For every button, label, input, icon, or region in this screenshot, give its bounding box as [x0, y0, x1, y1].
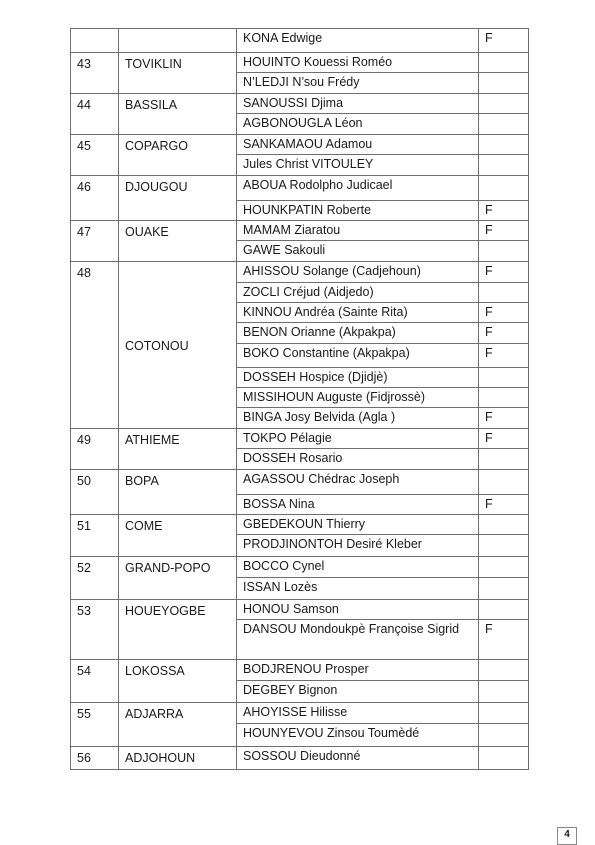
commune-name: BASSILA — [119, 94, 237, 135]
person-name: SANOUSSI Djima — [237, 94, 479, 114]
commune-name: COPARGO — [119, 135, 237, 176]
commune-name: ADJOHOUN — [119, 747, 237, 770]
person-name: N’LEDJI N’sou Frédy — [237, 73, 479, 94]
person-name: BODJRENOU Prosper — [237, 660, 479, 681]
person-name: AHOYISSE Hilisse — [237, 703, 479, 724]
entry-number: 43 — [71, 53, 119, 94]
entry-number: 50 — [71, 470, 119, 515]
person-name: BOKO Constantine (Akpakpa) — [237, 344, 479, 368]
person-name: Jules Christ VITOULEY — [237, 155, 479, 176]
entry-number: 53 — [71, 600, 119, 660]
gender-mark — [479, 535, 529, 557]
person-name: BOSSA Nina — [237, 495, 479, 515]
entry-number: 55 — [71, 703, 119, 747]
entry-number: 45 — [71, 135, 119, 176]
gender-mark — [479, 470, 529, 495]
page-number: 4 — [557, 827, 577, 845]
gender-mark: F — [479, 429, 529, 449]
gender-mark — [479, 703, 529, 724]
person-name: DOSSEH Hospice (Djidjè) — [237, 368, 479, 388]
entry-number: 51 — [71, 515, 119, 557]
person-name: MAMAM Ziaratou — [237, 221, 479, 241]
person-name: ABOUA Rodolpho Judicael — [237, 176, 479, 201]
gender-mark: F — [479, 201, 529, 221]
table-row — [71, 94, 529, 114]
gender-mark — [479, 724, 529, 747]
gender-mark — [479, 449, 529, 470]
gender-mark: F — [479, 495, 529, 515]
gender-mark — [479, 135, 529, 155]
person-name: HOUNKPATIN Roberte — [237, 201, 479, 221]
commune-name: OUAKE — [119, 221, 237, 262]
entry-number — [71, 29, 119, 53]
gender-mark: F — [479, 303, 529, 323]
table-row — [71, 29, 529, 53]
person-name: GBEDEKOUN Thierry — [237, 515, 479, 535]
commune-name: GRAND-POPO — [119, 557, 237, 600]
commune-name: TOVIKLIN — [119, 53, 237, 94]
table-row — [71, 660, 529, 681]
entry-number: 46 — [71, 176, 119, 221]
entry-number: 56 — [71, 747, 119, 770]
commune-name: DJOUGOU — [119, 176, 237, 221]
gender-mark — [479, 388, 529, 408]
person-name: HOUNYEVOU Zinsou Toumèdé — [237, 724, 479, 747]
entry-number: 49 — [71, 429, 119, 470]
gender-mark — [479, 176, 529, 201]
gender-mark: F — [479, 323, 529, 344]
person-name: SOSSOU Dieudonné — [237, 747, 479, 770]
commune-name: LOKOSSA — [119, 660, 237, 703]
table-row — [71, 176, 529, 201]
gender-mark — [479, 73, 529, 94]
entry-number: 44 — [71, 94, 119, 135]
table-row — [71, 429, 529, 449]
person-name: PRODJINONTOH Desiré Kleber — [237, 535, 479, 557]
person-name: AGBONOUGLA Léon — [237, 114, 479, 135]
commune-name: ADJARRA — [119, 703, 237, 747]
entry-number: 47 — [71, 221, 119, 262]
gender-mark — [479, 660, 529, 681]
person-name: DOSSEH Rosario — [237, 449, 479, 470]
gender-mark — [479, 681, 529, 703]
person-name: AHISSOU Solange (Cadjehoun) — [237, 262, 479, 283]
person-name: ISSAN Lozès — [237, 578, 479, 600]
entry-number: 52 — [71, 557, 119, 600]
table-row — [71, 703, 529, 724]
commune-name: HOUEYOGBE — [119, 600, 237, 660]
table-row — [71, 600, 529, 620]
entry-number: 48 — [71, 262, 119, 429]
person-name: KINNOU Andréa (Sainte Rita) — [237, 303, 479, 323]
table-row — [71, 135, 529, 155]
gender-mark — [479, 114, 529, 135]
gender-mark — [479, 747, 529, 770]
gender-mark: F — [479, 408, 529, 429]
table-row — [71, 53, 529, 73]
table-row — [71, 515, 529, 535]
gender-mark: F — [479, 221, 529, 241]
table-row — [71, 470, 529, 495]
person-name: BINGA Josy Belvida (Agla ) — [237, 408, 479, 429]
person-name: TOKPO Pélagie — [237, 429, 479, 449]
commune-name: ATHIEME — [119, 429, 237, 470]
gender-mark — [479, 155, 529, 176]
person-name: KONA Edwige — [237, 29, 479, 53]
person-name: HOUINTO Kouessi Roméo — [237, 53, 479, 73]
commune-name: COTONOU — [119, 262, 237, 429]
person-name: DANSOU Mondoukpè Françoise Sigrid — [237, 620, 479, 660]
person-name: MISSIHOUN Auguste (Fidjrossè) — [237, 388, 479, 408]
gender-mark: F — [479, 344, 529, 368]
table-row — [71, 221, 529, 241]
entry-number: 54 — [71, 660, 119, 703]
gender-mark — [479, 368, 529, 388]
person-name: AGASSOU Chédrac Joseph — [237, 470, 479, 495]
gender-mark — [479, 283, 529, 303]
gender-mark — [479, 53, 529, 73]
gender-mark — [479, 578, 529, 600]
person-name: GAWE Sakouli — [237, 241, 479, 262]
table-row — [71, 747, 529, 770]
commune-name — [119, 29, 237, 53]
table-row — [71, 262, 529, 283]
table-row — [71, 557, 529, 578]
gender-mark: F — [479, 29, 529, 53]
gender-mark: F — [479, 262, 529, 283]
gender-mark — [479, 557, 529, 578]
gender-mark: F — [479, 620, 529, 660]
candidates-table — [70, 28, 529, 770]
person-name: BOCCO Cynel — [237, 557, 479, 578]
person-name: DEGBEY Bignon — [237, 681, 479, 703]
person-name: BENON Orianne (Akpakpa) — [237, 323, 479, 344]
commune-name: BOPA — [119, 470, 237, 515]
person-name: SANKAMAOU Adamou — [237, 135, 479, 155]
person-name: ZOCLI Créjud (Aidjedo) — [237, 283, 479, 303]
gender-mark — [479, 241, 529, 262]
commune-name: COME — [119, 515, 237, 557]
person-name: HONOU Samson — [237, 600, 479, 620]
gender-mark — [479, 600, 529, 620]
gender-mark — [479, 94, 529, 114]
gender-mark — [479, 515, 529, 535]
